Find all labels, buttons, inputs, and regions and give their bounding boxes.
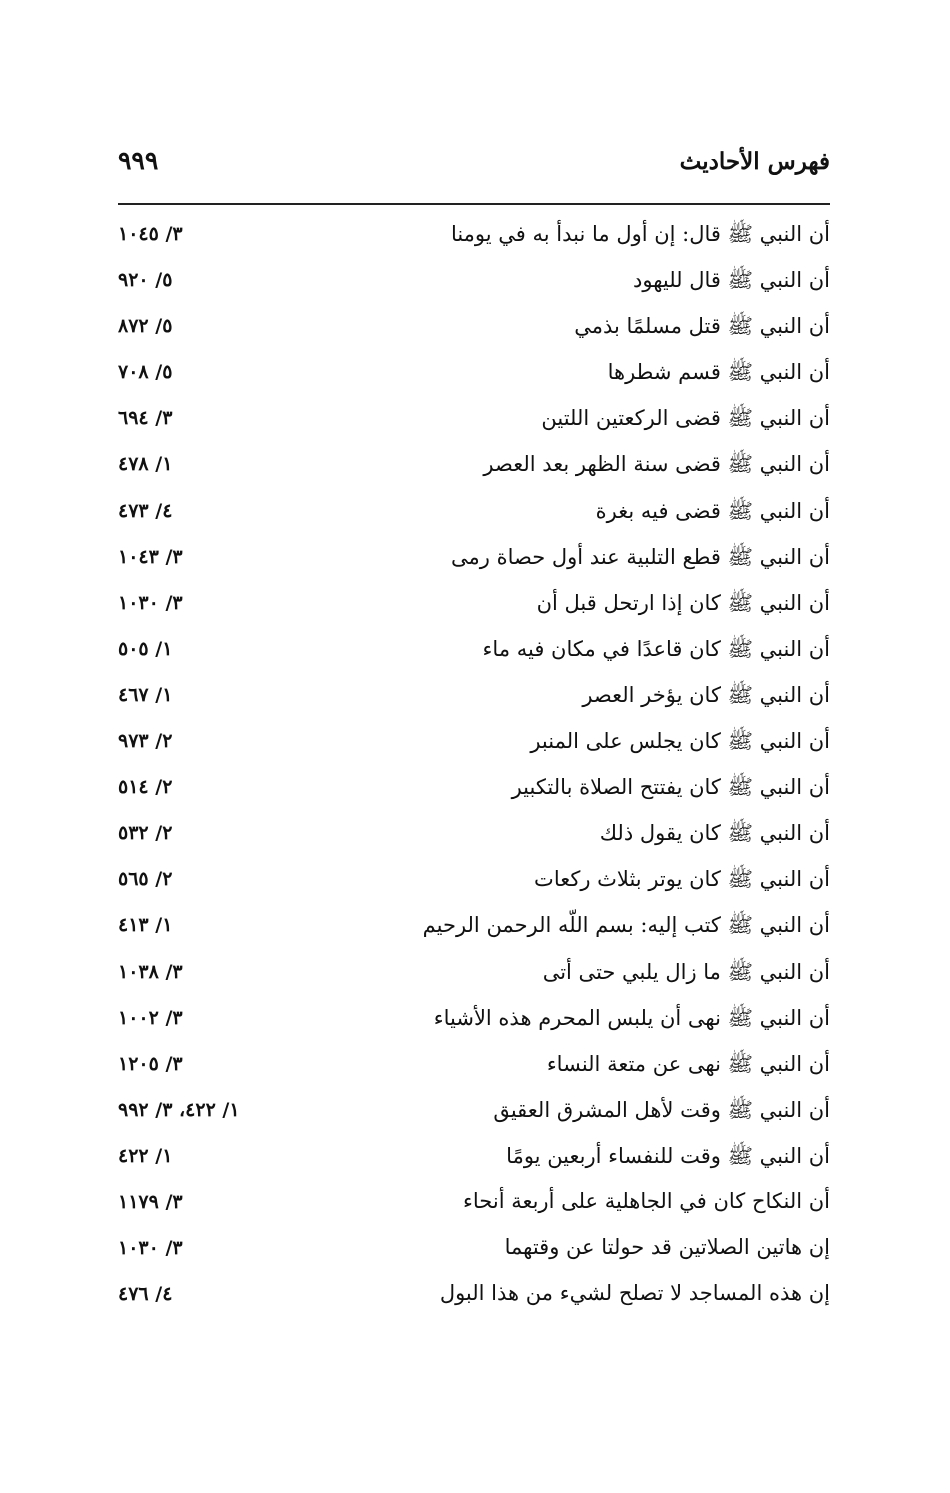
hadith-text: إن هاتين الصلاتين قد حولتا عن وقتهما [504,1235,830,1260]
hadith-text: أن النكاح كان في الجاهلية على أربعة أنحاء [463,1188,830,1213]
index-entry [118,398,830,444]
hadith-text: أن النبي ﷺ كان يجلس على المنبر [530,729,830,754]
index-entry [118,675,830,721]
hadith-text: أن النبي ﷺ قال لليهود [633,268,830,293]
index-entry [118,859,830,905]
volume-page-reference: ٣/ ١٠٣٠ [118,1237,183,1260]
hadith-text: أن النبي ﷺ نهى أن يلبس المحرم هذه الأشياء [433,1005,830,1030]
index-entry [118,1274,830,1320]
page-number: ٩٩٩ [118,146,159,175]
hadith-text: أن النبي ﷺ كان يوتر بثلاث ركعات [534,867,830,892]
index-entry [118,444,830,490]
page-title: فهرس الأحاديث [679,148,830,175]
index-entry [118,1136,830,1182]
volume-page-reference: ٤/ ٤٧٦ [118,1283,173,1306]
volume-page-reference: ٣/ ١١٧٩ [118,1190,183,1213]
hadith-text: أن النبي ﷺ قضى فيه بغرة [595,498,830,523]
volume-page-reference: ٤/ ٤٧٣ [118,499,173,522]
index-entry [118,767,830,813]
hadith-text: أن النبي ﷺ قسم شطرها [607,360,830,385]
index-entry [118,721,830,767]
volume-page-reference: ٥/ ٩٢٠ [118,269,173,292]
index-entry [118,260,830,306]
hadith-text: أن النبي ﷺ قضى سنة الظهر بعد العصر [483,452,830,477]
index-entry [118,629,830,675]
hadith-text: أن النبي ﷺ كان يؤخر العصر [582,682,830,707]
index-entry [118,1182,830,1228]
hadith-text: أن النبي ﷺ وقت لأهل المشرق العقيق [493,1097,830,1122]
hadith-text: أن النبي ﷺ قال: إن أول ما نبدأ به في يومنا [450,222,830,246]
index-entry [118,998,830,1044]
hadith-text: أن النبي ﷺ كان قاعدًا في مكان فيه ماء [482,636,830,661]
volume-page-reference: ١/ ٥٠٥ [118,637,173,660]
hadith-text: أن النبي ﷺ نهى عن متعة النساء [546,1051,830,1076]
hadith-text: أن النبي ﷺ كان يقول ذلك [599,821,830,846]
index-entry [118,813,830,859]
hadith-text: إن هذه المساجد لا تصلح لشيء من هذا البول [439,1281,830,1306]
hadith-text: أن النبي ﷺ قطع التلبية عند أول حصاة رمى [451,544,830,569]
index-entry [118,1044,830,1090]
hadith-text: أن النبي ﷺ كتب إليه: بسم اللّه الرحمن الرحيم [422,913,830,938]
volume-page-reference: ٢/ ٥٦٥ [118,868,173,891]
volume-page-reference: ٣/ ١٠٣٨ [118,960,183,983]
index-entry [118,1090,830,1136]
hadith-text: أن النبي ﷺ قضى الركعتين اللتين [541,406,830,431]
hadith-text: أن النبي ﷺ كان يفتتح الصلاة بالتكبير [511,775,830,800]
volume-page-reference: ٥/ ٨٧٢ [118,315,173,338]
hadith-text: أن النبي ﷺ ما زال يلبي حتى أتى [542,959,830,984]
hadith-text: أن النبي ﷺ قتل مسلمًا بذمي [574,314,830,339]
index-entry [118,952,830,998]
index-entry [118,1228,830,1274]
volume-page-reference: ٣/ ٦٩٤ [118,407,173,430]
index-entry [118,905,830,951]
volume-page-reference: ١/ ٤٦٧ [118,683,173,706]
volume-page-reference: ١/ ٤٢٢، ٣/ ٩٩٢ [118,1098,240,1121]
volume-page-reference: ١/ ٤٧٨ [118,453,173,476]
volume-page-reference: ٣/ ١٠٣٠ [118,591,183,614]
volume-page-reference: ١/ ٤١٣ [118,914,173,937]
index-entry [118,306,830,352]
hadith-text: أن النبي ﷺ وقت للنفساء أربعين يومًا [506,1143,830,1168]
hadith-text: أن النبي ﷺ كان إذا ارتحل قبل أن [536,590,830,615]
volume-page-reference: ٢/ ٥٣٢ [118,822,173,845]
volume-page-reference: ١/ ٤٢٢ [118,1144,173,1167]
index-entry [118,214,830,260]
volume-page-reference: ٢/ ٩٧٣ [118,730,173,753]
hadith-index-list [118,214,830,1320]
index-entry [118,537,830,583]
volume-page-reference: ٣/ ١٠٤٣ [118,545,183,568]
index-entry [118,491,830,537]
volume-page-reference: ٥/ ٧٠٨ [118,361,173,384]
volume-page-reference: ٢/ ٥١٤ [118,776,173,799]
index-entry [118,583,830,629]
volume-page-reference: ٣/ ١٠٠٢ [118,1006,183,1029]
volume-page-reference: ٣/ ١٠٤٥ [118,223,183,245]
page-header [118,140,830,200]
header-divider [118,203,830,205]
index-entry [118,352,830,398]
volume-page-reference: ٣/ ١٢٠٥ [118,1052,183,1075]
